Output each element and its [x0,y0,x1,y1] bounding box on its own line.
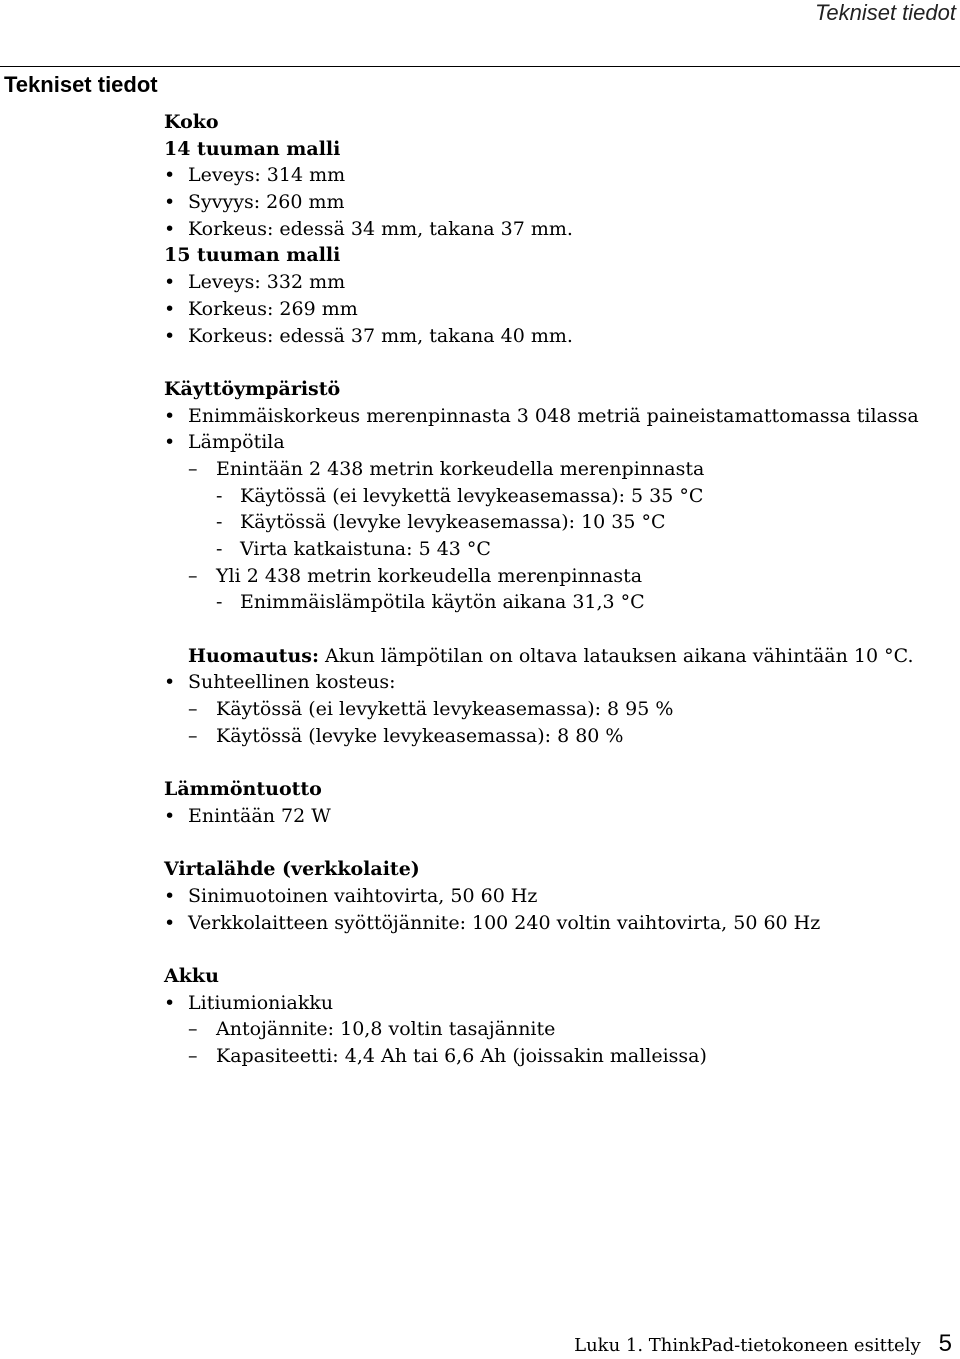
subheading-14-inch: 14 tuuman malli [164,137,341,160]
header-rule [0,66,960,67]
bullet-marker: • [164,164,176,187]
sub-list-item: – Yli 2 438 metrin korkeudella merenpinnasta [164,563,954,590]
list-item: • Verkkolaitteen syöttöjännite: 100 240 voltin vaihtovirta, 50 60 Hz [164,910,954,937]
dash-marker: – [188,457,198,480]
list-item: • Suhteellinen kosteus: [164,669,954,696]
dash-marker: – [188,1018,198,1041]
bullet-marker: • [164,297,176,320]
hyphen-marker: - [216,538,223,560]
sub-list-item: – Käytössä (levyke levykeasemassa): 8 80 % [164,723,954,750]
bullet-marker: • [164,804,176,827]
sub-list-item: – Kapasiteetti: 4,4 Ah tai 6,6 Ah (joissakin malleissa) [164,1043,954,1070]
dash-marker: – [188,564,198,587]
heading-battery: Akku [164,965,219,987]
sub-list-item: – Antojännite: 10,8 voltin tasajännite [164,1016,954,1043]
list-item: • Enimmäiskorkeus merenpinnasta 3 048 metriä paineistamattomassa tilassa [164,403,954,430]
bullet-marker: • [164,911,176,934]
hyphen-marker: - [216,511,223,534]
list-item: • Leveys: 314 mm [164,162,954,189]
bullet-marker: • [164,191,176,214]
dash-marker: – [188,698,198,721]
subheading-15-inch: 15 tuuman malli [164,244,341,267]
heading-power-supply: Virtalähde (verkkolaite) [164,858,420,881]
section-title: Tekniset tiedot [4,72,158,97]
list-item: • Litiumioniakku [164,990,954,1017]
bullet-marker: • [164,271,176,294]
sub-sub-list-item: - Käytössä (ei levykettä levykeasemassa): 5 35 °C [164,483,954,510]
heading-koko: Koko [164,111,219,133]
list-item: • Syvyys: 260 mm [164,189,954,216]
page-footer [574,1330,952,1358]
list-item: • Leveys: 332 mm [164,269,954,296]
bullet-marker: • [164,671,176,694]
list-item: • Korkeus: edessä 37 mm, takana 40 mm. [164,323,954,350]
note-text: Akun lämpötilan on oltava latauksen aikana vähintään 10 °C. [325,644,914,667]
hyphen-marker: - [216,484,223,507]
sub-sub-list-item: - Käytössä (levyke levykeasemassa): 10 35 °C [164,509,954,536]
sub-sub-list-item: - Virta katkaistuna: 5 43 °C [164,536,954,563]
list-item: • Sinimuotoinen vaihtovirta, 50 60 Hz [164,883,954,910]
hyphen-marker: - [216,591,223,614]
spec-content [164,109,954,1070]
footer-chapter: Luku 1. ThinkPad-tietokoneen esittely [574,1335,921,1356]
page-number: 5 [938,1330,952,1357]
bullet-marker: • [164,217,176,240]
sub-list-item: – Käytössä (ei levykettä levykeasemassa): 8 95 % [164,696,954,723]
note-label: Huomautus: [188,644,319,667]
list-item: • Enintään 72 W [164,803,954,830]
running-header-title: Tekniset tiedot [814,0,956,25]
dash-marker: – [188,724,198,747]
bullet-marker: • [164,324,176,347]
bullet-marker: • [164,431,176,454]
note [164,643,954,670]
sub-list-item: – Enintään 2 438 metrin korkeudella merenpinnasta [164,456,954,483]
list-item: • Korkeus: 269 mm [164,296,954,323]
bullet-marker: • [164,404,176,427]
list-item: • Lämpötila [164,429,954,456]
heading-environment: Käyttöympäristö [164,377,341,400]
list-item: • Korkeus: edessä 34 mm, takana 37 mm. [164,216,954,243]
dash-marker: – [188,1045,198,1068]
sub-sub-list-item: - Enimmäislämpötila käytön aikana 31,3 °C [164,589,954,616]
bullet-marker: • [164,884,176,907]
bullet-marker: • [164,991,176,1014]
heading-heat-output: Lämmöntuotto [164,778,322,801]
